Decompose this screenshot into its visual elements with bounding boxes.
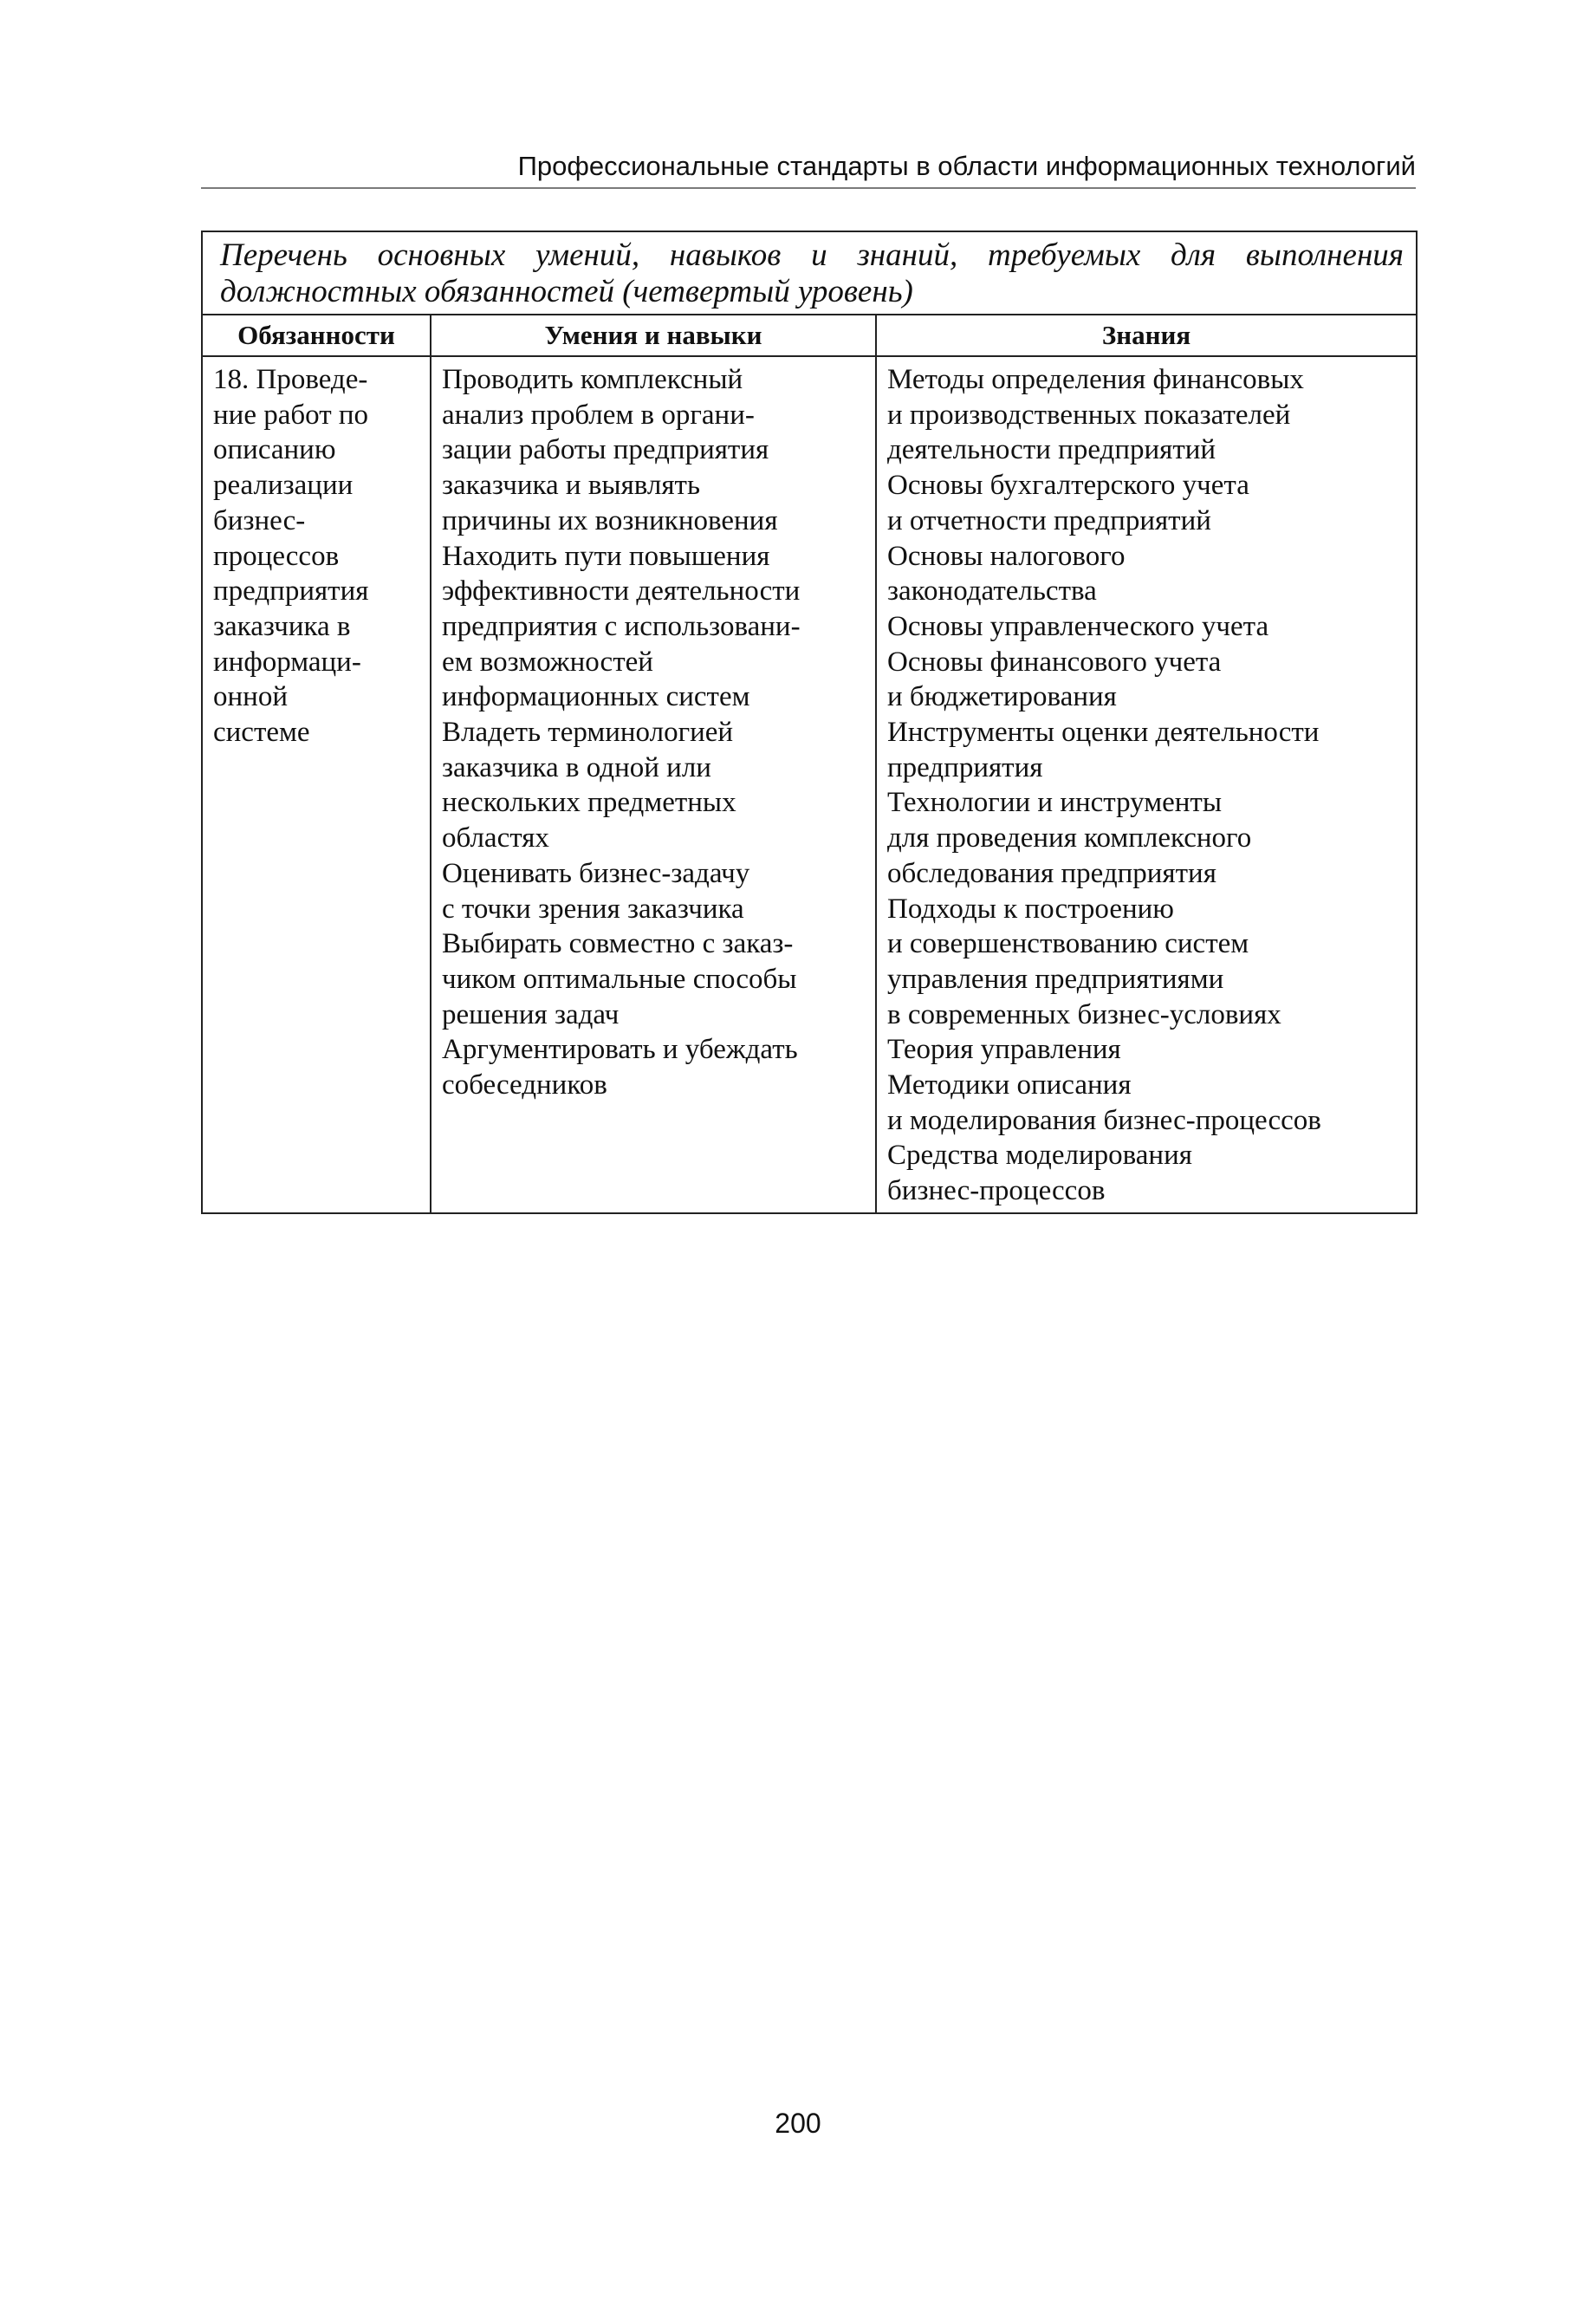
skills-line: нескольких предметных <box>442 787 736 819</box>
duties-line: онной <box>213 681 288 713</box>
skills-line: Выбирать совместно с заказ- <box>442 928 794 960</box>
skills-line: Проводить комплексный <box>442 364 743 395</box>
skills-line: областях <box>442 822 549 854</box>
knowledge-line: предприятия <box>887 751 1043 783</box>
column-header-skills: Умения и навыки <box>431 315 876 356</box>
knowledge-line: Основы налогового <box>887 540 1126 572</box>
knowledge-line: обследования предприятия <box>887 857 1216 889</box>
duties-line: ние работ по <box>213 399 369 431</box>
duties-line: описанию <box>213 434 336 466</box>
knowledge-line: Основы управленческого учета <box>887 610 1269 642</box>
knowledge-line: законодательства <box>887 575 1097 607</box>
skills-line: информационных систем <box>442 681 750 713</box>
duties-line: системе <box>213 717 310 749</box>
skills-line: Владеть терминологией <box>442 717 734 749</box>
knowledge-line: Технологии и инструменты <box>887 787 1223 819</box>
duties-line: реализации <box>213 470 354 502</box>
skills-line: эффективности деятельности <box>442 575 801 607</box>
knowledge-line: бизнес-процессов <box>887 1175 1106 1207</box>
caption-line: должностных обязанностей (четвертый уровень) <box>220 274 913 309</box>
knowledge-line: Методы определения финансовых <box>887 364 1304 395</box>
skills-line: заказчика в одной или <box>442 751 711 783</box>
skills-line: зации работы предприятия <box>442 434 769 466</box>
knowledge-line: для проведения комплексного <box>887 822 1252 854</box>
knowledge-line: и бюджетирования <box>887 681 1117 713</box>
page-number: 200 <box>775 2108 821 2139</box>
duties-line: 18. Проведе- <box>213 364 368 395</box>
knowledge-line: управления предприятиями <box>887 963 1224 995</box>
skills-line: анализ проблем в органи- <box>442 399 755 431</box>
duties-line: бизнес- <box>213 504 306 536</box>
knowledge-line: Подходы к построению <box>887 893 1174 925</box>
duties-line: заказчика в <box>213 610 351 642</box>
knowledge-line: деятельности предприятий <box>887 434 1216 466</box>
column-header-duties: Обязанности <box>202 315 431 356</box>
skills-line: собеседников <box>442 1069 607 1101</box>
duties-table <box>201 231 1418 1214</box>
skills-line: причины их возникновения <box>442 504 778 536</box>
duties-cell <box>202 356 431 1213</box>
column-header-knowledge: Знания <box>876 315 1417 356</box>
caption-line: Перечень основных умений, навыков и знаний, требуемых для выполнения <box>220 237 1405 273</box>
skills-line: заказчика и выявлять <box>442 470 701 502</box>
knowledge-line: и отчетности предприятий <box>887 504 1211 536</box>
knowledge-line: и совершенствованию систем <box>887 928 1249 960</box>
skills-line: с точки зрения заказчика <box>442 893 744 925</box>
skills-line: ем возможностей <box>442 646 653 678</box>
running-head: Профессиональные стандарты в области информационных технологий <box>517 151 1416 181</box>
duties-line: процессов <box>213 540 340 572</box>
skills-line: Аргументировать и убеждать <box>442 1034 798 1066</box>
table-caption-row <box>202 231 1417 315</box>
header-rule <box>201 187 1416 189</box>
knowledge-line: Инструменты оценки деятельности <box>887 717 1320 749</box>
skills-cell <box>431 356 876 1213</box>
skills-line: решения задач <box>442 998 620 1030</box>
duties-line: информаци- <box>213 646 361 678</box>
duties-line: предприятия <box>213 575 369 607</box>
skills-line: Оценивать бизнес-задачу <box>442 857 750 889</box>
knowledge-line: в современных бизнес-условиях <box>887 998 1281 1030</box>
knowledge-line: и производственных показателей <box>887 399 1291 431</box>
table-row <box>202 356 1417 1213</box>
knowledge-cell <box>876 356 1417 1213</box>
knowledge-line: Основы бухгалтерского учета <box>887 470 1249 502</box>
skills-line: предприятия с использовани- <box>442 610 801 642</box>
knowledge-line: Средства моделирования <box>887 1140 1192 1172</box>
skills-line: чиком оптимальные способы <box>442 963 797 995</box>
table-caption <box>202 231 1417 315</box>
skills-line: Находить пути повышения <box>442 540 770 572</box>
knowledge-line: Методики описания <box>887 1069 1132 1101</box>
knowledge-line: и моделирования бизнес-процессов <box>887 1104 1321 1136</box>
knowledge-line: Теория управления <box>887 1034 1121 1066</box>
table-header-row <box>202 315 1417 356</box>
knowledge-line: Основы финансового учета <box>887 646 1222 678</box>
